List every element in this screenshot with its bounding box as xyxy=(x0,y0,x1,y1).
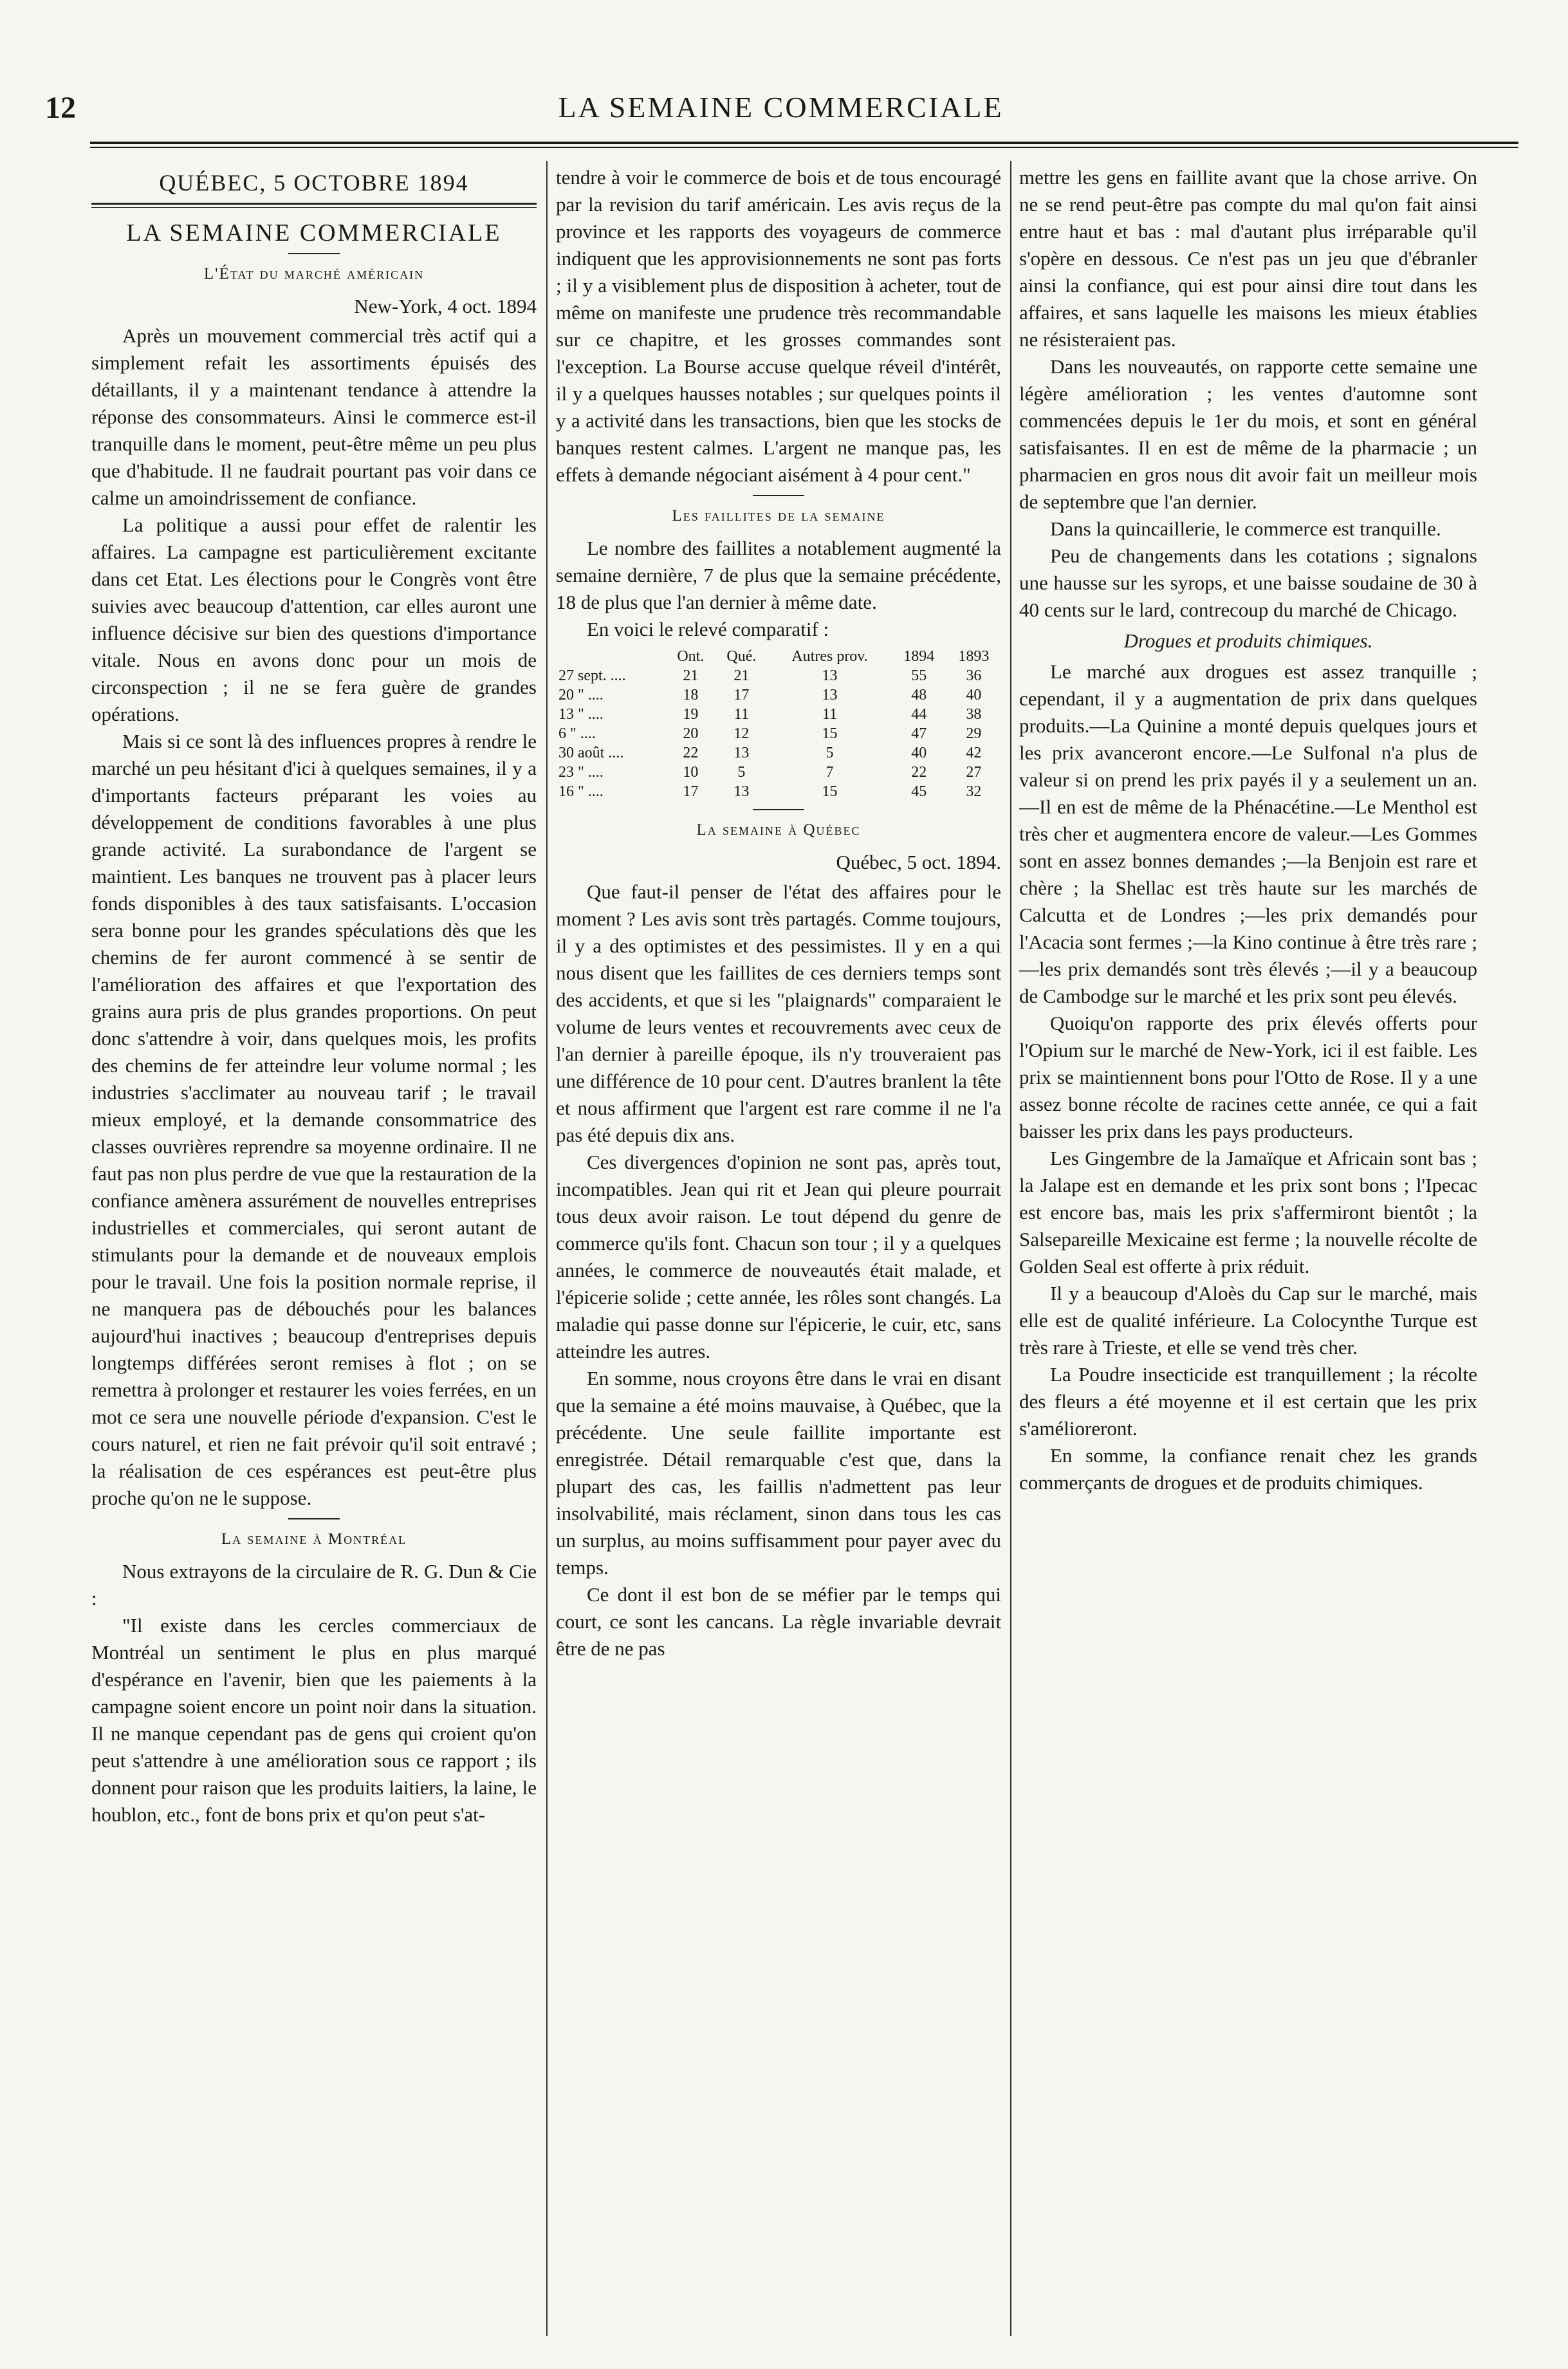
table-cell: 13 xyxy=(733,783,750,800)
article-place-date: Québec, 5 oct. 1894. xyxy=(836,851,1001,873)
table-row xyxy=(556,724,1001,743)
paragraph: Que faut-il penser de l'état des affaires pour le moment ? Les avis sont très partagés. Comme toujours, il y a des optimistes et des pessimistes. Il y en a qui nous disent que les faillites de ces derniers temps sont des accidents, et que si les "plaignards" comparaient le volume de leurs ventes et recouvrements avec ceux de l'an dernier à pareille époque, ils n'y trouveraient pas une différence de 10 pour cent. D'autres branlent la tête et nous affirment que l'argent est rare comme il ne l'a pas été depuis dix ans. xyxy=(556,880,1001,1146)
paragraph: "Il existe dans les cercles commerciaux de Montréal un sentiment le plus en plus marqué d'espérance en l'avenir, bien que les paiements à la campagne soient encore un point noir dans la situation. Il ne manque cependant pas de gens qui croient qu'on peut s'attendre à une amélioration sous ce rapport ; ils donnent pour raison que les produits laitiers, la laine, le houblon, etc., font de bons prix et qu'on peut s'at- xyxy=(91,1614,537,1826)
paragraph: La Poudre insecticide est tranquillement ; la récolte des fleurs a été moyenne et il est certain que les prix s'amélioreront. xyxy=(1019,1363,1477,1440)
table-cell: 44 xyxy=(911,706,927,723)
paragraph: Il y a beaucoup d'Aloès du Cap sur le marché, mais elle est de qualité inférieure. La Colocynthe Turque est très rare à Trieste, et elle se vend très cher. xyxy=(1019,1282,1477,1359)
table-cell: 20 " .... xyxy=(558,687,604,703)
table-cell: 18 xyxy=(683,687,699,703)
table-cell: 13 xyxy=(822,687,838,703)
article-place-date: New-York, 4 oct. 1894 xyxy=(354,295,537,317)
table-row xyxy=(556,705,1001,724)
table-cell: 40 xyxy=(911,745,927,761)
publication-title: LA SEMAINE COMMERCIALE xyxy=(558,91,1004,124)
paragraph: Mais si ce sont là des influences propres à rendre le marché un peu hésitant d'ici à quelques semaines, il y a d'importants facteurs préparant les voies au développement de conditions favorables à une plus grande activité. La surabondance de l'argent se maintient. Les banques ne trouvent pas à placer leurs fonds disponibles à des taux satisfaisants. L'occasion sera bonne pour les grandes spéculations dès que les chemins de fer auront commencé à se sentir de l'amélioration des affaires et que l'exportation des grains aura pris de plus grandes proportions. On peut donc s'attendre à voir, dans quelques mois, les profits des chemins de fer atteindre leur volume normal ; les industries s'acclimater au nouveau tarif ; le travail mieux employé, et la demande consommatrice des classes ouvrières reprendre sa moyenne ordinaire. Il ne faut pas non plus perdre de vue que la restauration de la confiance amènera assurément de nouvelles entreprises industrielles et commerciales, qui seront autant de stimulants pour la demande et de nouveaux emplois pour le travail. Une fois la position normale reprise, il ne manquera pas de débouchés pour les balances aujourd'hui inactives ; beaucoup d'entreprises depuis longtemps différées seront remises à flot ; on se remettra à prolonger et restaurer les voies ferrées, en un mot ce sera une nouvelle période d'expansion. C'est le cours naturel, et rien ne fait prévoir qu'il soit entravé ; la réalisation de ces espérances est peut-être plus proche qu'on ne le suppose. xyxy=(91,730,537,1509)
article-subhead-failures: Les faillites de la semaine xyxy=(672,507,885,525)
short-rule xyxy=(288,253,340,254)
table-cell: 30 août .... xyxy=(558,745,624,761)
masthead-rule xyxy=(90,142,1518,144)
paragraph: Dans les nouveautés, on rapporte cette semaine une légère amélioration ; les ventes d'automne sont commencées depuis le 1er du mois, et sont en général satisfaisantes. Il en est de même de la pharmacie ; un pharmacien en gros nous dit avoir fait un meilleur mois de septembre que l'an dernier. xyxy=(1019,355,1477,513)
paragraph: En voici le relevé comparatif : xyxy=(587,618,829,640)
table-cell: 47 xyxy=(911,725,927,742)
table-header: 1893 xyxy=(958,648,990,665)
table-cell: 13 xyxy=(733,745,750,761)
paragraph: Après un mouvement commercial très actif qui a simplement refait les assortiments épuisés des détaillants, il y a maintenant tendance à attendre la réponse des consommateurs. Ainsi le commerce est-il tranquille dans le moment, peut-être même un peu plus que d'habitude. Il ne faudrait pourtant pas voir dans ce calme un amoindrissement de confiance. xyxy=(91,324,537,509)
table-cell: 36 xyxy=(966,667,982,684)
double-rule xyxy=(91,203,537,208)
paragraph: Les Gingembre de la Jamaïque et Africain sont bas ; la Jalape est en demande et les prix sont bons ; l'Ipecac est encore bas, mais les prix s'affermiront bientôt ; la Salsepareille Mexicaine est ferme ; la nouvelle récolte de Golden Seal est offerte à prix réduit. xyxy=(1019,1147,1477,1277)
table-cell: 21 xyxy=(733,667,750,684)
article-subhead-drugs: Drogues et produits chimiques. xyxy=(1123,629,1373,652)
table-cell: 40 xyxy=(966,687,982,703)
failures-table-body xyxy=(556,666,1001,801)
paragraph: tendre à voir le commerce de bois et de tous encouragé par la revision du tarif américain. Les avis reçus de la province et les rapports des voyageurs de commerce indiquent que les approvisionnements ne sont pas forts ; il y a visiblement plus de disposition à acheter, tout de même on manifeste une prudence très recommandable sur ce chapitre, et les grosses commandes sont l'exception. La Bourse accuse quelque réveil d'intérêt, il y a quelques hausses notables ; sur quelques points il y a activité dans les transactions, bien que les stocks de banques restent calmes. L'argent ne manque pas, les effets à demande négociant aisément à 4 pour cent." xyxy=(556,166,1001,486)
table-cell: 19 xyxy=(683,706,699,723)
table-cell: 27 xyxy=(966,764,982,781)
table-cell: 17 xyxy=(733,687,750,703)
table-header xyxy=(556,647,666,666)
table-cell: 17 xyxy=(683,783,699,800)
table-cell: 22 xyxy=(911,764,927,781)
paragraph: Dans la quincaillerie, le commerce est tranquille. xyxy=(1050,517,1441,540)
table-cell: 13 " .... xyxy=(558,706,604,723)
masthead-rule-thin xyxy=(90,147,1518,148)
table-row xyxy=(556,782,1001,801)
column-1 xyxy=(91,164,537,2339)
paragraph: Quoiqu'on rapporte des prix élevés offerts pour l'Opium sur le marché de New-York, ici il est faible. Les prix se maintiennent bons pour l'Otto de Rose. Il y a une assez bonne récolte de racines cette année, ce qui a fait baisser les prix dans les pays producteurs. xyxy=(1019,1012,1477,1142)
table-cell: 20 xyxy=(683,725,699,742)
paragraph: La politique a aussi pour effet de ralentir les affaires. La campagne est particulièrement excitante dans cet Etat. Les élections pour le Congrès vont être suivies avec beaucoup d'attention, car elles auront une influence décisive sur bien des questions d'importance vitale. Nous en avons donc pour un mois de circonspection ; il ne se fera guère de grandes opérations. xyxy=(91,514,537,725)
table-cell: 23 " .... xyxy=(558,764,604,781)
article-subhead-quebec: La semaine à Québec xyxy=(696,821,861,839)
paragraph: Le marché aux drogues est assez tranquille ; cependant, il y a augmentation de prix dans quelques produits.—La Quinine a monté depuis quelques jours et les prix avanceront encore.—Le Sulfonal n'a plus de valeur si on prend les prix payés il y a seulement un an.—Il en est de même de la Phénacétine.—Le Menthol est très cher et augmentera encore de valeur.—Les Gommes sont en assez bonnes demandes ;—la Benjoin est rare et chère ; la Shellac est très haute sur les marchés de Calcutta et de Londres ;—les prix demandés pour l'Acacia sont fermes ;—la Kino continue à être très rare ;—les prix demandés sont très élevés ;—il y a beaucoup de Cambodge sur le marché et les prix sont peu élevés. xyxy=(1019,660,1477,1007)
paragraph: En somme, nous croyons être dans le vrai en disant que la semaine a été moins mauvaise, à Québec, que la précédente. Une seule faillite importante est enregistrée. Détail remarquable c'est que, dans la plupart des cas, les faillis n'admettent pas leur insolvabilité, mais réclament, sinon dans tous les cas un surplus, au moins suffisamment pour payer avec du temps. xyxy=(556,1367,1001,1579)
table-cell: 32 xyxy=(966,783,982,800)
table-cell: 10 xyxy=(683,764,699,781)
page-number: 12 xyxy=(45,91,76,125)
table-row xyxy=(556,685,1001,705)
table-cell: 55 xyxy=(911,667,927,684)
table-cell: 27 sept. .... xyxy=(558,667,626,684)
paragraph: Nous extrayons de la circulaire de R. G. Dun & Cie : xyxy=(91,1560,537,1610)
table-cell: 13 xyxy=(822,667,838,684)
table-cell: 15 xyxy=(822,725,838,742)
table-cell: 22 xyxy=(683,745,699,761)
column-divider xyxy=(1010,161,1011,2336)
table-header: 1894 xyxy=(903,648,935,665)
table-cell: 11 xyxy=(733,706,749,723)
failures-table xyxy=(556,647,1001,801)
section-heading: LA SEMAINE COMMERCIALE xyxy=(126,219,502,246)
table-header-row xyxy=(556,647,1001,666)
column-2 xyxy=(556,164,1001,2339)
article-subhead-montreal: La semaine à Montréal xyxy=(221,1530,407,1548)
table-cell: 7 xyxy=(826,764,834,781)
short-rule xyxy=(288,1518,340,1519)
paragraph: En somme, la confiance renait chez les grands commerçants de drogues et de produits chimiques. xyxy=(1019,1444,1477,1494)
table-header: Qué. xyxy=(726,648,757,665)
table-header: Ont. xyxy=(677,648,705,665)
column-3 xyxy=(1019,164,1477,2339)
short-rule xyxy=(753,495,804,496)
table-cell: 45 xyxy=(911,783,927,800)
table-cell: 12 xyxy=(733,725,750,742)
paragraph: Ce dont il est bon de se méfier par le temps qui court, ce sont les cancans. La règle invariable devrait être de ne pas xyxy=(556,1583,1001,1660)
table-cell: 42 xyxy=(966,745,982,761)
table-cell: 16 " .... xyxy=(558,783,604,800)
paragraph: mettre les gens en faillite avant que la chose arrive. On ne se rend peut-être pas compte du mal qu'on fait ainsi entre haut et bas : mal d'autant plus irréparable qu'il s'opère en dessous. Ce n'est pas un jeu que d'ébranler ainsi la confiance, qui est pour ainsi dire tout dans les affaires, et sans laquelle les maisons les mieux établies ne résisteraient pas. xyxy=(1019,166,1477,351)
short-rule xyxy=(753,809,804,810)
table-row xyxy=(556,763,1001,782)
paragraph: Le nombre des faillites a notablement augmenté la semaine dernière, 7 de plus que la semaine précédente, 18 de plus que l'an dernier à même date. xyxy=(556,537,1001,613)
table-row xyxy=(556,666,1001,685)
table-cell: 29 xyxy=(966,725,982,742)
table-cell: 5 xyxy=(737,764,746,781)
table-header: Autres prov. xyxy=(791,648,868,665)
issue-dateline: QUÉBEC, 5 OCTOBRE 1894 xyxy=(159,170,469,196)
paragraph: Peu de changements dans les cotations ; signalons une hausse sur les syrops, et une baisse soudaine de 30 à 40 cents sur le lard, contrecoup du marché de Chicago. xyxy=(1019,544,1477,621)
table-row xyxy=(556,743,1001,763)
paragraph: Ces divergences d'opinion ne sont pas, après tout, incompatibles. Jean qui rit et Jean qui pleure pourrait tous deux avoir raison. Le tout dépend du genre de commerce qu'ils font. Chacun son tour ; il y a quelques années, le commerce de nouveautés était malade, et l'épicerie solide ; cette année, les rôles sont changés. La maladie qui passe donne sur l'épicerie, le cuir, etc, sans atteindre les autres. xyxy=(556,1151,1001,1362)
table-cell: 38 xyxy=(966,706,982,723)
table-cell: 5 xyxy=(826,745,834,761)
column-divider xyxy=(546,161,548,2336)
table-cell: 21 xyxy=(683,667,699,684)
table-cell: 15 xyxy=(822,783,838,800)
table-cell: 48 xyxy=(911,687,927,703)
article-subhead-american-market: L'État du marché américain xyxy=(203,265,425,283)
table-cell: 11 xyxy=(822,706,838,723)
masthead xyxy=(45,84,1517,135)
table-cell: 6 " .... xyxy=(558,725,596,742)
